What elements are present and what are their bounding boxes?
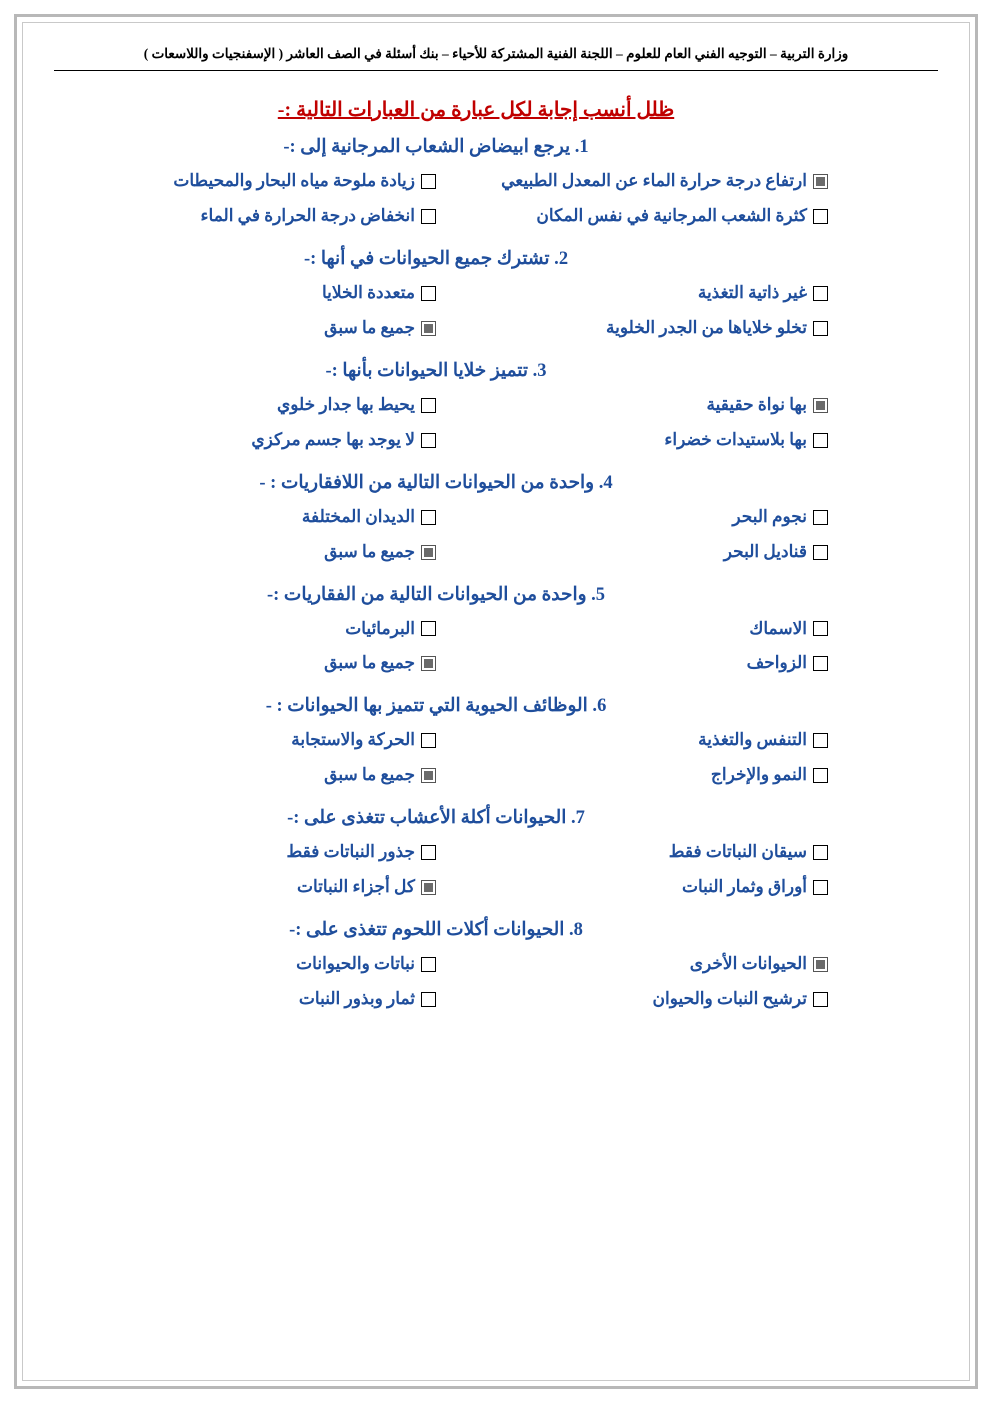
option-label: البرمائيات (345, 618, 415, 638)
option-item[interactable] (496, 729, 828, 752)
checkbox-checked-icon[interactable] (421, 545, 436, 560)
checkbox-icon[interactable] (813, 286, 828, 301)
option-label: جميع ما سبق (324, 541, 415, 561)
option-item[interactable] (44, 988, 436, 1011)
checkbox-checked-icon[interactable] (813, 398, 828, 413)
option-item[interactable] (496, 506, 828, 529)
checkbox-checked-icon[interactable] (421, 880, 436, 895)
option-column-left (44, 500, 496, 570)
option-label: ارتفاع درجة حرارة الماء عن المعدل الطبيعي (501, 171, 807, 190)
question-block (44, 136, 948, 234)
option-label: الديدان المختلفة (301, 506, 415, 526)
option-label: جميع ما سبق (324, 765, 415, 785)
checkbox-icon[interactable] (813, 545, 828, 560)
option-item[interactable] (496, 988, 828, 1011)
option-label: ترشيح النبات والحيوان (652, 989, 807, 1009)
checkbox-checked-icon[interactable] (813, 174, 828, 189)
question-block (44, 584, 948, 682)
checkbox-icon[interactable] (421, 398, 436, 413)
question-options (44, 500, 948, 570)
option-item[interactable] (44, 953, 436, 976)
question-options (44, 276, 948, 346)
option-item[interactable] (496, 652, 828, 675)
option-item[interactable] (44, 317, 436, 340)
document-header: وزارة التربية – التوجيه الفني العام للعلوم – اللجنة الفنية المشتركة للأحياء – بنك أسئلة في الصف العاشر ( الإسفنجيات واللاسعات ) (143, 46, 849, 61)
option-label: جميع ما سبق (324, 317, 415, 337)
option-label: تخلو خلاياها من الجدر الخلوية (605, 317, 807, 337)
checkbox-checked-icon[interactable] (813, 957, 828, 972)
question-block (44, 248, 948, 346)
option-item[interactable] (496, 429, 828, 452)
option-item[interactable] (44, 506, 436, 529)
checkbox-icon[interactable] (421, 621, 436, 636)
checkbox-icon[interactable] (421, 286, 436, 301)
checkbox-icon[interactable] (813, 733, 828, 748)
checkbox-icon[interactable] (421, 433, 436, 448)
checkbox-icon[interactable] (813, 992, 828, 1007)
option-column-right (496, 947, 948, 1017)
option-label: النمو والإخراج (710, 765, 807, 785)
option-column-right (496, 612, 948, 682)
question-block (44, 472, 948, 570)
option-item[interactable] (44, 652, 436, 675)
header-divider (54, 70, 938, 71)
option-column-right (496, 835, 948, 905)
option-label: سيقان النباتات فقط (668, 842, 807, 862)
option-item[interactable] (496, 764, 828, 787)
checkbox-checked-icon[interactable] (421, 321, 436, 336)
option-label: قناديل البحر (723, 541, 807, 561)
checkbox-icon[interactable] (421, 957, 436, 972)
option-item[interactable] (44, 205, 436, 228)
option-item[interactable] (44, 841, 436, 864)
option-label: يحيط بها جدار خلوي (276, 394, 415, 414)
option-label: الحركة والاستجابة (291, 730, 415, 750)
instruction-text: ظلل أنسب إجابة لكل عبارة من العبارات التالية :- (277, 99, 675, 121)
question-title: 7. الحيوانات أكلة الأعشاب تتغذى على :- (287, 808, 585, 829)
option-label: لا يوجد بها جسم مركزي (251, 429, 415, 449)
option-column-left (44, 947, 496, 1017)
option-column-left (44, 164, 496, 234)
option-item[interactable] (496, 170, 828, 193)
checkbox-icon[interactable] (813, 321, 828, 336)
option-label: غير ذاتية التغذية (697, 282, 807, 302)
option-column-right (496, 276, 948, 346)
question-block (44, 360, 948, 458)
checkbox-icon[interactable] (421, 845, 436, 860)
option-item[interactable] (44, 282, 436, 305)
checkbox-checked-icon[interactable] (421, 768, 436, 783)
option-label: الحيوانات الأخرى (689, 954, 807, 974)
question-title: 2. تشترك جميع الحيوانات في أنها :- (303, 248, 569, 269)
option-label: الزواحف (746, 653, 807, 673)
option-item[interactable] (496, 841, 828, 864)
checkbox-icon[interactable] (813, 656, 828, 671)
option-label: بها نواة حقيقية (706, 394, 807, 414)
question-block (44, 807, 948, 905)
option-item[interactable] (44, 429, 436, 452)
option-item[interactable] (496, 618, 828, 641)
option-item[interactable] (496, 282, 828, 305)
option-label: نجوم البحر (732, 506, 807, 526)
question-title: 1. يرجع ابيضاض الشعاب المرجانية إلى :- (283, 137, 589, 157)
option-column-right (496, 164, 948, 234)
option-label: جذور النباتات فقط (286, 842, 415, 862)
option-label: التنفس والتغذية (698, 730, 807, 750)
option-item[interactable] (44, 618, 436, 641)
checkbox-icon[interactable] (813, 768, 828, 783)
checkbox-icon[interactable] (421, 733, 436, 748)
option-column-right (496, 500, 948, 570)
option-label: أوراق وثمار النبات (681, 877, 807, 897)
checkbox-icon[interactable] (421, 992, 436, 1007)
checkbox-icon[interactable] (421, 209, 436, 224)
questions-list (44, 136, 948, 1017)
question-options (44, 835, 948, 905)
question-title: 4. واحدة من الحيوانات التالية من اللافقاريات : - (259, 472, 613, 493)
option-item[interactable] (44, 394, 436, 417)
option-item[interactable] (496, 876, 828, 899)
option-column-left (44, 612, 496, 682)
question-title: 3. تتميز خلايا الحيوانات بأنها :- (325, 360, 547, 381)
checkbox-icon[interactable] (813, 621, 828, 636)
checkbox-icon[interactable] (813, 880, 828, 895)
question-options (44, 612, 948, 682)
option-item[interactable] (44, 876, 436, 899)
option-column-left (44, 388, 496, 458)
option-item[interactable] (44, 170, 436, 193)
option-column-left (44, 835, 496, 905)
question-block (44, 695, 948, 793)
checkbox-icon[interactable] (813, 209, 828, 224)
option-item[interactable] (496, 394, 828, 417)
option-label: كل أجزاء النباتات (296, 877, 415, 897)
option-item[interactable] (44, 729, 436, 752)
option-item[interactable] (496, 205, 828, 228)
option-label: زيادة ملوحة مياه البحار والمحيطات (173, 171, 415, 190)
option-item[interactable] (44, 541, 436, 564)
option-column-right (496, 723, 948, 793)
option-label: بها بلاستيدات خضراء (664, 429, 807, 449)
option-label: متعددة الخلايا (321, 282, 415, 302)
checkbox-icon[interactable] (421, 510, 436, 525)
checkbox-icon[interactable] (813, 510, 828, 525)
option-label: انخفاض درجة الحرارة في الماء (200, 205, 415, 225)
option-item[interactable] (496, 541, 828, 564)
option-column-left (44, 276, 496, 346)
option-column-right (496, 388, 948, 458)
question-title: 8. الحيوانات أكلات اللحوم تتغذى على :- (289, 920, 583, 941)
option-item[interactable] (44, 764, 436, 787)
option-label: ثمار وبذور النبات (298, 989, 415, 1009)
question-block (44, 919, 948, 1017)
option-column-left (44, 723, 496, 793)
option-label: جميع ما سبق (324, 653, 415, 673)
checkbox-icon[interactable] (813, 433, 828, 448)
question-title: 5. واحدة من الحيوانات التالية من الفقاريات :- (266, 584, 606, 605)
checkbox-checked-icon[interactable] (421, 656, 436, 671)
question-options (44, 164, 948, 234)
question-options (44, 388, 948, 458)
option-label: الاسماك (749, 618, 807, 638)
option-item[interactable] (496, 317, 828, 340)
question-options (44, 947, 948, 1017)
question-title: 6. الوظائف الحيوية التي تتميز بها الحيوانات : - (265, 696, 607, 717)
option-item[interactable] (496, 953, 828, 976)
option-label: كثرة الشعب المرجانية في نفس المكان (536, 205, 807, 225)
checkbox-icon[interactable] (813, 845, 828, 860)
page-content (44, 40, 948, 1363)
question-options (44, 723, 948, 793)
checkbox-icon[interactable] (421, 174, 436, 189)
option-label: نباتات والحيوانات (296, 954, 415, 974)
